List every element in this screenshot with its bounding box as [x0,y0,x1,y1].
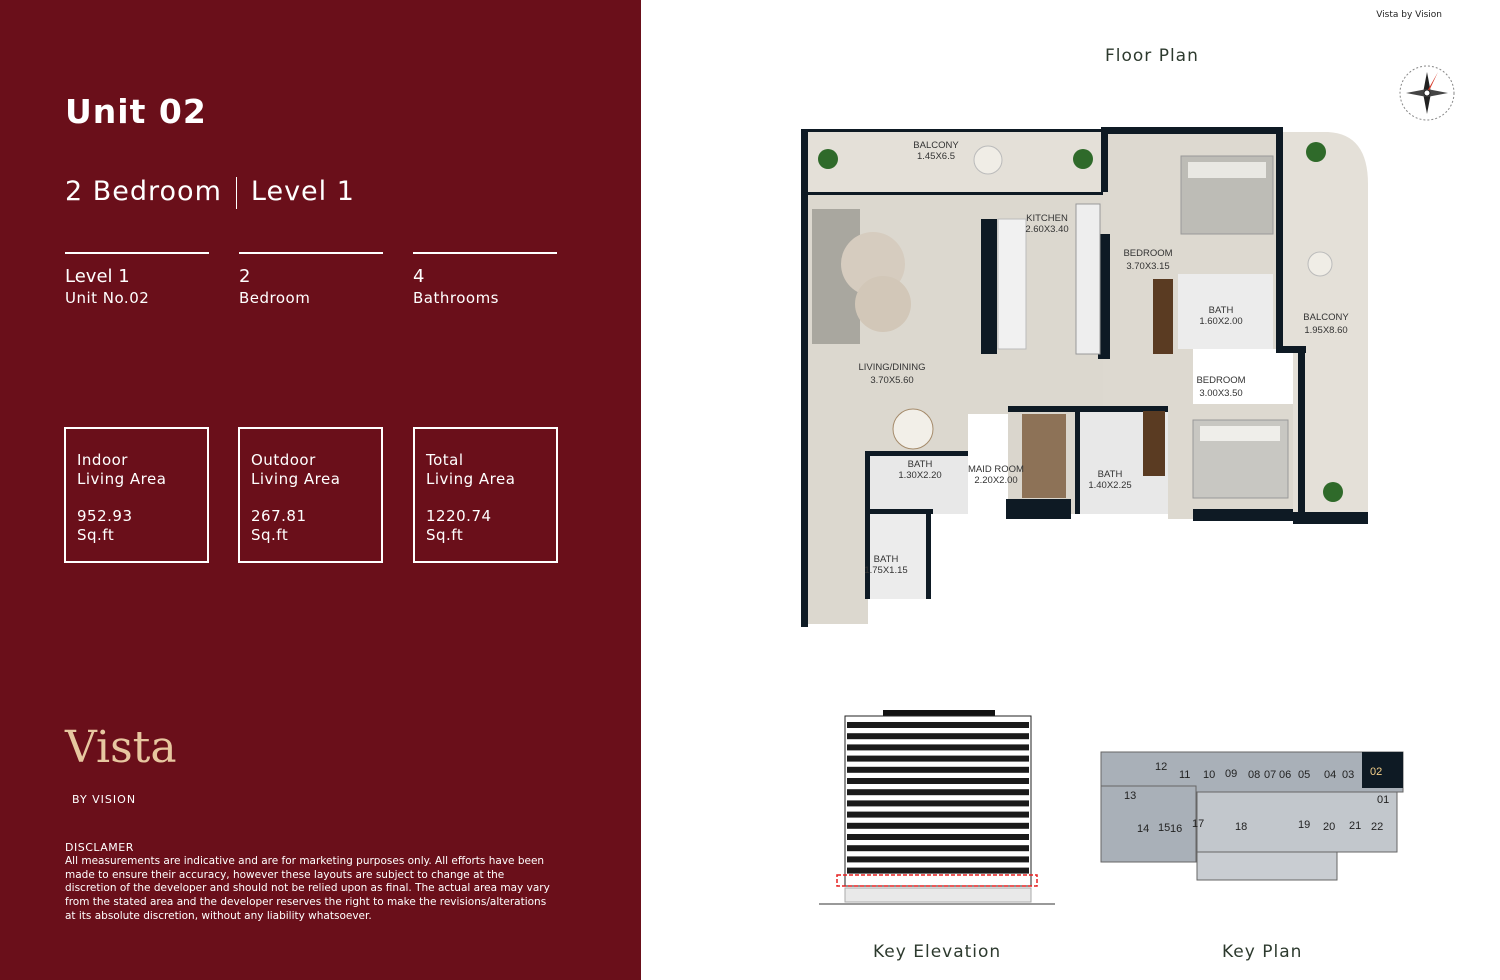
unit-label: 14 [1137,823,1150,835]
table-icon [1308,252,1332,276]
unit-label: 03 [1342,769,1355,781]
wall [865,451,968,456]
wall [1298,349,1305,514]
bath-2-size: 1.30X2.20 [898,470,942,481]
floor-band [847,800,1029,806]
unit-label: 18 [1235,821,1248,833]
bath-3-name: BATH [1097,469,1123,480]
svg-text:MAID ROOM2.20X2.00 [968,464,1024,486]
kitchen-name: KITCHEN [1026,213,1068,224]
unit-label: 17 [1192,818,1205,830]
compass-icon [1398,64,1456,122]
dining-table-icon [893,409,933,449]
bath-1-name: BATH [1208,305,1234,316]
unit-label: 09 [1225,768,1238,780]
wall [926,514,931,599]
rug-icon [855,276,911,332]
bath-3-size: 1.40X2.25 [1088,480,1132,491]
wall [808,192,1103,195]
disclaimer-heading: DISCLAMER [65,841,134,854]
bed-icon [1181,156,1273,234]
balcony-top-size: 1.45X6.5 [916,151,956,162]
stat-label: Bedroom [239,289,311,307]
floor-plan-drawing [798,124,1372,630]
subtitle-divider [236,177,237,209]
balcony-top-name: BALCONY [913,140,959,151]
wall [1293,512,1368,524]
area-unit: Sq.ft [426,526,464,544]
unit-title: Unit 02 [65,92,207,131]
highlighted-unit [1362,752,1403,788]
svg-text:BALCONY1.45X6.5 [913,140,959,162]
info-panel [0,0,641,980]
stat-label: Bathrooms [413,289,499,307]
area-unit: Sq.ft [251,526,289,544]
maid-room-name: MAID ROOM [968,464,1024,475]
vista-logo: Vista [65,722,177,773]
bedroom-2-name: BEDROOM [1196,375,1246,386]
key-plan-caption: Key Plan [1222,942,1303,962]
unit-label: 19 [1298,819,1311,831]
unit-label: 12 [1155,761,1168,773]
wall [1006,499,1071,519]
stat-level [65,252,209,308]
area-value: 1220.74 [426,507,492,525]
floor-band [847,868,1029,874]
wall [801,129,1101,132]
wall [870,509,933,514]
stat-value: 2 [239,266,251,287]
floor-band [847,744,1029,750]
unit-label: 11 [1179,769,1191,781]
key-elevation-caption: Key Elevation [873,942,1002,962]
wardrobe [1143,411,1165,476]
area-title: Indoor Living Area [77,451,167,488]
plant-icon [1323,482,1343,502]
wall [1101,127,1283,134]
unit-label-highlight: 02 [1370,766,1383,778]
floor-band [847,733,1029,739]
unit-label: 07 [1264,769,1277,781]
floor-band [847,789,1029,795]
unit-label: 15 [1158,822,1171,834]
balcony-right-floor [1283,132,1368,514]
bedroom-2-size: 3.00X3.50 [1199,388,1243,399]
floor-band [847,823,1029,829]
wall [981,219,997,354]
plant-icon [1073,149,1093,169]
unit-label: 21 [1349,820,1362,832]
balcony-right-size: 1.95X8.60 [1304,325,1348,336]
plant-icon [818,149,838,169]
key-plan-core [1197,792,1397,852]
podium [845,888,1031,902]
bedroom-type: 2 Bedroom [65,176,222,207]
unit-label: 16 [1170,823,1183,835]
kitchen-appliances [1076,204,1100,354]
indoor-area-box [64,427,209,563]
bath-1-size: 1.60X2.00 [1199,316,1243,327]
unit-label: 20 [1323,821,1336,833]
svg-text:BEDROOM3.00X3.50 [1196,375,1245,399]
outdoor-area-box [238,427,383,563]
floor-band [847,778,1029,784]
floor-band [847,756,1029,762]
disclaimer-text: All measurements are indicative and are for marketing purposes only. All efforts have been made to ensure their accuracy, however these layouts are subject to change at the discretion of the developer and should not be relied upon as final. The actual area may vary from the stated area and the developer reserves the right to make the revisions/alterations at its absolute discretion, without any liability whatsoever. [65,855,550,922]
stat-bathrooms [413,252,557,308]
wall [1276,134,1283,349]
floor-plan-title: Floor Plan [1105,46,1199,66]
wall [1075,409,1080,514]
unit-label: 10 [1203,769,1216,781]
wall [1101,127,1108,192]
table-icon [974,146,1002,174]
unit-subtitle [65,176,355,209]
floor-band [847,834,1029,840]
total-area-box [413,427,558,563]
stat-value: Level 1 [65,266,130,287]
brand-label: Vista by Vision [1376,10,1442,20]
stat-label: Unit No.02 [65,289,150,307]
unit-label: 05 [1298,769,1311,781]
stat-bedrooms [239,252,383,308]
unit-label: 13 [1124,790,1137,802]
area-unit: Sq.ft [77,526,115,544]
floor-band [847,856,1029,862]
unit-label: 22 [1371,821,1384,833]
kitchen-size: 2.60X3.40 [1025,224,1069,235]
key-plan-drawing [1097,748,1407,883]
living-name: LIVING/DINING [858,362,926,373]
logo-subtitle: BY VISION [72,793,137,806]
balcony-right-name: BALCONY [1303,312,1349,323]
floor-band [847,767,1029,773]
wall [801,129,808,627]
plant-icon [1306,142,1326,162]
area-value: 267.81 [251,507,307,525]
key-plan-podium [1197,852,1337,880]
area-title: Total Living Area [426,451,516,488]
floor-band [847,722,1029,728]
level-label: Level 1 [250,176,355,207]
floor-band [847,845,1029,851]
unit-label: 01 [1377,794,1390,806]
bath-4-name: BATH [873,554,899,565]
unit-label: 08 [1248,769,1261,781]
bedroom-1-size: 3.70X3.15 [1126,261,1170,272]
bed-icon [1193,420,1288,498]
bath-2-name: BATH [907,459,933,470]
wall [865,451,870,599]
area-value: 952.93 [77,507,133,525]
roof [883,710,995,716]
stat-value: 4 [413,266,425,287]
wardrobe [1153,279,1173,354]
floor-band [847,812,1029,818]
living-size: 3.70X5.60 [870,375,914,386]
unit-label: 04 [1324,769,1337,781]
kitchen-counter [998,219,1026,349]
unit-label: 06 [1279,769,1292,781]
bath-4-size: 1.75X1.15 [864,565,908,576]
key-elevation-drawing [815,708,1060,908]
wall [1193,509,1293,521]
maid-bed-icon [1022,414,1066,498]
area-title: Outdoor Living Area [251,451,341,488]
svg-text:KITCHEN2.60X3.40 [1025,213,1068,235]
bedroom-1-name: BEDROOM [1123,248,1173,259]
maid-room-size: 2.20X2.00 [974,475,1018,486]
